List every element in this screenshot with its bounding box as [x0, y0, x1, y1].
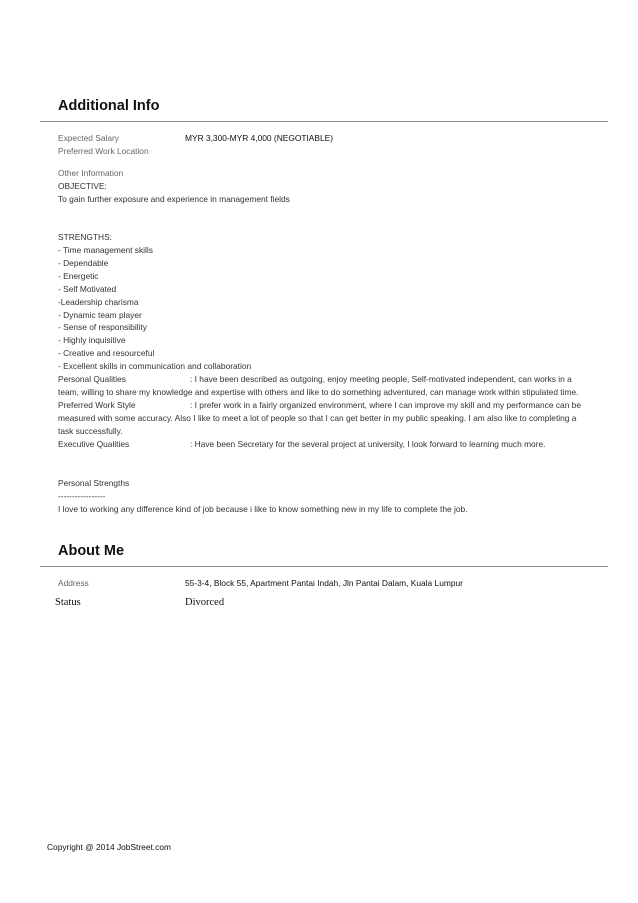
additional-info-title: Additional Info: [58, 98, 160, 114]
preferred-location-label: Preferred Work Location: [58, 146, 149, 156]
personal-qualities-line-1: : I have been described as outgoing, enjoy meeting people, Self-motivated independent, can works in a: [190, 374, 572, 384]
personal-qualities-label: Personal Qualities: [58, 374, 126, 384]
executive-qualities-label: Executive Qualities: [58, 439, 130, 449]
list-item: - Time management skills: [58, 245, 153, 255]
objective-heading: OBJECTIVE:: [58, 181, 107, 191]
personal-strengths-text: I love to working any difference kind of job because i like to know something new in my life to complete the job.: [58, 504, 468, 514]
list-item: - Self Motivated: [58, 283, 117, 294]
personal-qualities-line-2: team, willing to share my knowledge and expertise with others and like to do something adventured, can manage work within stipulated time.: [58, 387, 579, 397]
personal-strengths-label: Personal Strengths: [58, 478, 130, 488]
additional-info-divider: [40, 121, 608, 122]
other-info-label: Other Information: [58, 168, 124, 178]
list-item: - Dynamic team player: [58, 309, 142, 320]
about-me-divider: [40, 566, 608, 567]
list-item: -Leadership charisma: [58, 296, 139, 307]
work-style-line-2: measured with some accuracy. Also I like to meet a lot of people so that I can get better in my public speaking. I am also like to completing a: [58, 413, 577, 423]
list-item: - Highly inquisitive: [58, 335, 126, 346]
executive-qualities-text: : Have been Secretary for the several project at university, I look forward to learning much more.: [190, 439, 546, 449]
copyright-footer: Copyright @ 2014 JobStreet.com: [47, 842, 171, 852]
list-item: - Creative and resourceful: [58, 348, 155, 359]
status-value: Divorced: [185, 597, 225, 608]
strengths-list: [58, 244, 251, 373]
about-me-title: About Me: [58, 543, 125, 559]
work-style-label: Preferred Work Style: [58, 400, 136, 410]
work-style-line-1: : I prefer work in a fairly organized environment, where I can improve my skill and my performance can be: [190, 400, 581, 410]
list-item: - Dependable: [58, 257, 109, 268]
strengths-heading: STRENGTHS:: [58, 232, 112, 242]
address-label: Address: [58, 578, 89, 588]
work-style-line-3: task successfully.: [58, 426, 123, 436]
list-item: - Excellent skills in communication and collaboration: [58, 361, 252, 372]
list-item: - Sense of responsibility: [58, 322, 147, 333]
expected-salary-value: MYR 3,300-MYR 4,000 (NEGOTIABLE): [185, 133, 334, 143]
expected-salary-label: Expected Salary: [58, 133, 119, 143]
personal-strengths-divider: -----------------: [58, 491, 106, 501]
address-value: 55-3-4, Block 55, Apartment Pantai Indah, Jln Pantai Dalam, Kuala Lumpur: [185, 578, 463, 588]
status-label: Status: [55, 597, 81, 608]
objective-text: To gain further exposure and experience in management fields: [58, 194, 290, 204]
list-item: - Energetic: [58, 270, 99, 281]
